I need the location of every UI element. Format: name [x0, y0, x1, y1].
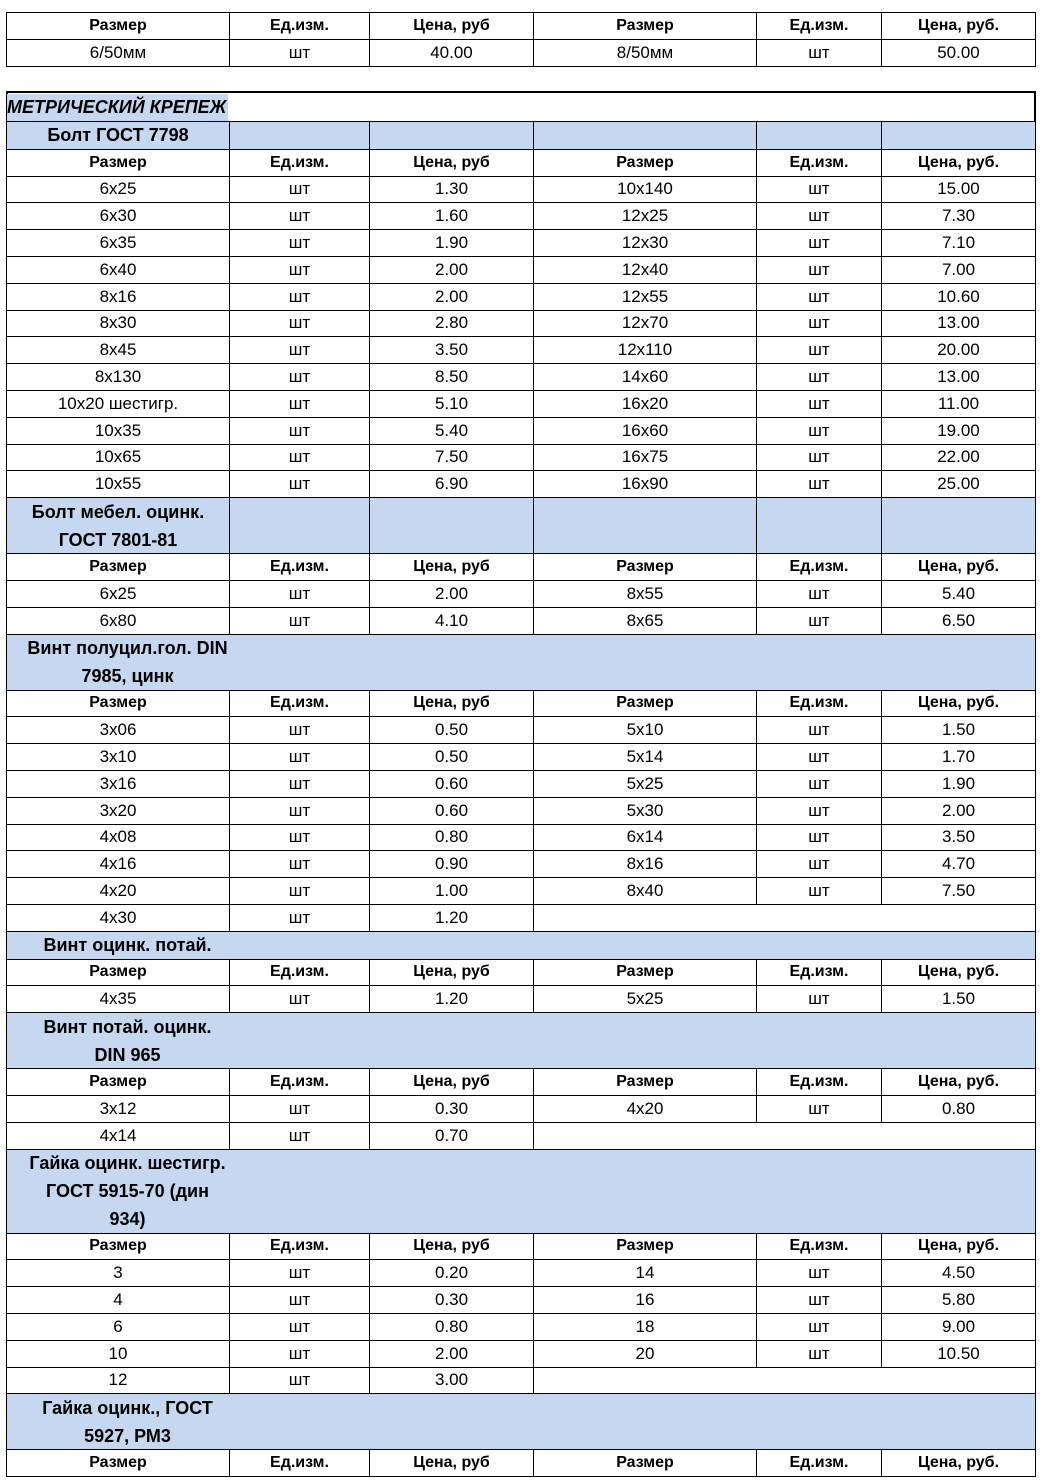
- column-header: Размер: [533, 553, 757, 581]
- table-cell: 3.50: [369, 336, 534, 364]
- table-cell: 3х06: [6, 716, 230, 744]
- table-cell: шт: [229, 743, 370, 771]
- empty-cell: [533, 904, 1036, 932]
- group-title: [6, 931, 1036, 960]
- table-cell: 1.20: [369, 904, 534, 932]
- column-header: Ед.изм.: [756, 959, 882, 987]
- table-cell: шт: [756, 770, 882, 798]
- table-cell: шт: [229, 904, 370, 932]
- table-cell: 3х16: [6, 770, 230, 798]
- column-header: Размер: [6, 553, 230, 581]
- table-cell: 5.40: [881, 580, 1036, 608]
- table-cell: шт: [229, 283, 370, 311]
- table-cell: шт: [756, 176, 882, 204]
- table-cell: шт: [756, 470, 882, 498]
- table-cell: шт: [229, 607, 370, 635]
- table-cell: шт: [756, 336, 882, 364]
- table-cell: шт: [756, 607, 882, 635]
- section-title: МЕТРИЧЕСКИЙ КРЕПЕЖ: [7, 94, 228, 121]
- table-cell: 2.00: [369, 256, 534, 284]
- table-cell: шт: [229, 850, 370, 878]
- column-header: Ед.изм.: [756, 12, 882, 40]
- table-cell: шт: [229, 1367, 370, 1395]
- group-title-text: Винт полуцил.гол. DIN 7985, цинк: [27, 638, 228, 687]
- table-cell: 16х90: [533, 470, 757, 498]
- column-header: Ед.изм.: [229, 959, 370, 987]
- table-cell: шт: [229, 1095, 370, 1123]
- table-cell: 0.30: [369, 1286, 534, 1314]
- table-cell: шт: [756, 417, 882, 445]
- table-cell: 16х20: [533, 390, 757, 418]
- table-cell: шт: [229, 716, 370, 744]
- column-header: Размер: [533, 149, 757, 177]
- table-cell: шт: [756, 797, 882, 825]
- table-cell: 6х30: [6, 202, 230, 230]
- table-cell: 4: [6, 1286, 230, 1314]
- column-header: Цена, руб.: [881, 553, 1036, 581]
- table-cell: 5.40: [369, 417, 534, 445]
- table-cell: шт: [229, 1122, 370, 1150]
- table-cell: шт: [229, 336, 370, 364]
- table-cell: 5х30: [533, 797, 757, 825]
- table-cell: 3х10: [6, 743, 230, 771]
- table-cell: 40.00: [369, 39, 534, 67]
- column-header: Ед.изм.: [229, 1449, 370, 1477]
- table-cell: 1.30: [369, 176, 534, 204]
- table-cell: шт: [756, 283, 882, 311]
- table-cell: 7.00: [881, 256, 1036, 284]
- table-cell: 8х40: [533, 877, 757, 905]
- table-cell: шт: [229, 580, 370, 608]
- table-cell: 14х60: [533, 363, 757, 391]
- table-cell: 6х25: [6, 580, 230, 608]
- table-cell: 1.00: [369, 877, 534, 905]
- table-cell: 10х35: [6, 417, 230, 445]
- table-cell: 10.50: [881, 1340, 1036, 1368]
- table-cell: 3: [6, 1259, 230, 1287]
- table-cell: 1.70: [881, 743, 1036, 771]
- group-title-cell: [369, 121, 534, 150]
- table-cell: шт: [229, 1286, 370, 1314]
- table-cell: 3х12: [6, 1095, 230, 1123]
- group-title-cell: [369, 497, 534, 554]
- column-header: Ед.изм.: [756, 553, 882, 581]
- table-cell: 8х65: [533, 607, 757, 635]
- table-cell: 9.00: [881, 1313, 1036, 1341]
- group-title: [6, 1149, 1036, 1234]
- table-cell: шт: [756, 39, 882, 67]
- table-cell: 12х40: [533, 256, 757, 284]
- table-cell: 5.10: [369, 390, 534, 418]
- table-cell: шт: [229, 985, 370, 1013]
- table-cell: 5х10: [533, 716, 757, 744]
- column-header: Цена, руб: [369, 1233, 534, 1261]
- table-cell: 10х20 шестигр.: [6, 390, 230, 418]
- table-cell: 8х30: [6, 310, 230, 338]
- table-cell: 4х14: [6, 1122, 230, 1150]
- table-cell: 50.00: [881, 39, 1036, 67]
- table-cell: шт: [756, 202, 882, 230]
- table-cell: шт: [756, 444, 882, 472]
- table-cell: шт: [756, 824, 882, 852]
- column-header: Ед.изм.: [229, 690, 370, 718]
- group-title-cell: [756, 121, 882, 150]
- column-header: Цена, руб: [369, 149, 534, 177]
- table-cell: 7.30: [881, 202, 1036, 230]
- table-cell: шт: [229, 824, 370, 852]
- table-cell: 12х110: [533, 336, 757, 364]
- table-cell: шт: [756, 877, 882, 905]
- table-cell: 10х55: [6, 470, 230, 498]
- empty-cell: [533, 1122, 1036, 1150]
- table-cell: 0.50: [369, 716, 534, 744]
- table-cell: шт: [229, 1340, 370, 1368]
- column-header: Цена, руб.: [881, 1068, 1036, 1096]
- table-cell: шт: [229, 797, 370, 825]
- table-cell: 16: [533, 1286, 757, 1314]
- group-title-cell: [881, 121, 1036, 150]
- column-header: Цена, руб.: [881, 12, 1036, 40]
- table-cell: 8.50: [369, 363, 534, 391]
- table-cell: шт: [229, 363, 370, 391]
- table-cell: 6.90: [369, 470, 534, 498]
- table-cell: 8х130: [6, 363, 230, 391]
- table-cell: шт: [756, 1286, 882, 1314]
- column-header: Размер: [6, 1449, 230, 1477]
- table-cell: 2.00: [881, 797, 1036, 825]
- column-header: Цена, руб.: [881, 1449, 1036, 1477]
- column-header: Цена, руб.: [881, 1233, 1036, 1261]
- table-cell: шт: [229, 202, 370, 230]
- column-header: Размер: [533, 959, 757, 987]
- table-cell: шт: [229, 877, 370, 905]
- table-cell: шт: [229, 417, 370, 445]
- column-header: Размер: [533, 1449, 757, 1477]
- table-cell: 5х14: [533, 743, 757, 771]
- table-cell: шт: [756, 580, 882, 608]
- table-cell: 6: [6, 1313, 230, 1341]
- column-header: Ед.изм.: [756, 1233, 882, 1261]
- table-cell: шт: [756, 850, 882, 878]
- column-header: Цена, руб: [369, 12, 534, 40]
- group-title: [6, 1012, 1036, 1069]
- table-cell: 6.50: [881, 607, 1036, 635]
- column-header: Размер: [6, 959, 230, 987]
- table-cell: шт: [756, 310, 882, 338]
- table-cell: 2.00: [369, 580, 534, 608]
- column-header: Цена, руб: [369, 553, 534, 581]
- table-cell: шт: [756, 743, 882, 771]
- column-header: Ед.изм.: [756, 1068, 882, 1096]
- table-cell: 12х55: [533, 283, 757, 311]
- table-cell: 0.60: [369, 770, 534, 798]
- table-cell: 13.00: [881, 363, 1036, 391]
- table-cell: 4.10: [369, 607, 534, 635]
- table-cell: 8х16: [533, 850, 757, 878]
- column-header: Ед.изм.: [229, 1233, 370, 1261]
- table-cell: 16х75: [533, 444, 757, 472]
- table-cell: 1.90: [881, 770, 1036, 798]
- table-cell: 16х60: [533, 417, 757, 445]
- table-cell: 14: [533, 1259, 757, 1287]
- column-header: Размер: [533, 1068, 757, 1096]
- table-cell: 10х140: [533, 176, 757, 204]
- table-cell: шт: [229, 1313, 370, 1341]
- table-cell: 20.00: [881, 336, 1036, 364]
- table-cell: 1.50: [881, 716, 1036, 744]
- column-header: Размер: [533, 690, 757, 718]
- table-cell: 11.00: [881, 390, 1036, 418]
- table-cell: 19.00: [881, 417, 1036, 445]
- group-title: Болт ГОСТ 7798: [6, 121, 230, 150]
- table-cell: 5.80: [881, 1286, 1036, 1314]
- column-header: Цена, руб.: [881, 149, 1036, 177]
- table-cell: шт: [229, 470, 370, 498]
- table-cell: 7.50: [881, 877, 1036, 905]
- table-cell: 3.50: [881, 824, 1036, 852]
- table-cell: 12х25: [533, 202, 757, 230]
- table-cell: 6х35: [6, 229, 230, 257]
- table-cell: 7.50: [369, 444, 534, 472]
- table-cell: 6х25: [6, 176, 230, 204]
- table-cell: 22.00: [881, 444, 1036, 472]
- group-title: [6, 634, 1036, 691]
- table-cell: шт: [756, 363, 882, 391]
- column-header: Цена, руб: [369, 690, 534, 718]
- table-cell: 7.10: [881, 229, 1036, 257]
- group-title: Болт мебел. оцинк. ГОСТ 7801-81: [6, 497, 230, 554]
- table-cell: 13.00: [881, 310, 1036, 338]
- table-cell: 6/50мм: [6, 39, 230, 67]
- column-header: Цена, руб.: [881, 690, 1036, 718]
- table-cell: 12х70: [533, 310, 757, 338]
- table-cell: шт: [756, 1259, 882, 1287]
- table-cell: 8/50мм: [533, 39, 757, 67]
- column-header: Размер: [6, 149, 230, 177]
- table-cell: 8х55: [533, 580, 757, 608]
- table-cell: 4х30: [6, 904, 230, 932]
- table-cell: 1.90: [369, 229, 534, 257]
- table-cell: 18: [533, 1313, 757, 1341]
- column-header: Цена, руб: [369, 1449, 534, 1477]
- table-cell: 0.20: [369, 1259, 534, 1287]
- group-title-cell: [881, 497, 1036, 554]
- table-cell: 4.50: [881, 1259, 1036, 1287]
- column-header: Ед.изм.: [756, 690, 882, 718]
- table-cell: 12: [6, 1367, 230, 1395]
- table-cell: шт: [229, 1259, 370, 1287]
- group-title-text: Гайка оцинк., ГОСТ 5927, РМ3: [42, 1397, 213, 1446]
- column-header: Цена, руб: [369, 959, 534, 987]
- table-cell: шт: [756, 256, 882, 284]
- column-header: Размер: [6, 1068, 230, 1096]
- table-cell: 4х08: [6, 824, 230, 852]
- table-cell: 0.80: [881, 1095, 1036, 1123]
- table-cell: 25.00: [881, 470, 1036, 498]
- table-cell: 3х20: [6, 797, 230, 825]
- table-cell: 10х65: [6, 444, 230, 472]
- column-header: Ед.изм.: [229, 553, 370, 581]
- table-cell: 0.30: [369, 1095, 534, 1123]
- table-cell: шт: [229, 229, 370, 257]
- table-cell: шт: [756, 1340, 882, 1368]
- column-header: Ед.изм.: [229, 12, 370, 40]
- column-header: Ед.изм.: [756, 149, 882, 177]
- column-header: Размер: [6, 690, 230, 718]
- table-cell: 2.00: [369, 283, 534, 311]
- table-cell: 2.80: [369, 310, 534, 338]
- table-cell: 4х16: [6, 850, 230, 878]
- group-title-text: Винт потай. оцинк. DIN 965: [43, 1016, 212, 1065]
- table-cell: 8х45: [6, 336, 230, 364]
- table-cell: 1.20: [369, 985, 534, 1013]
- table-cell: шт: [756, 985, 882, 1013]
- table-cell: 0.80: [369, 824, 534, 852]
- column-header: Размер: [6, 1233, 230, 1261]
- table-cell: 4.70: [881, 850, 1036, 878]
- table-cell: 10.60: [881, 283, 1036, 311]
- column-header: Ед.изм.: [229, 1068, 370, 1096]
- table-cell: 6х14: [533, 824, 757, 852]
- column-header: Цена, руб.: [881, 959, 1036, 987]
- table-cell: 4х35: [6, 985, 230, 1013]
- table-cell: 8х16: [6, 283, 230, 311]
- empty-cell: [533, 1367, 1036, 1395]
- table-cell: 20: [533, 1340, 757, 1368]
- table-cell: шт: [229, 444, 370, 472]
- table-cell: 1.60: [369, 202, 534, 230]
- column-header: Размер: [533, 12, 757, 40]
- table-cell: 0.70: [369, 1122, 534, 1150]
- table-cell: шт: [756, 390, 882, 418]
- table-cell: шт: [229, 39, 370, 67]
- table-cell: 6х80: [6, 607, 230, 635]
- table-cell: шт: [756, 229, 882, 257]
- table-cell: 0.60: [369, 797, 534, 825]
- table-cell: 2.00: [369, 1340, 534, 1368]
- table-cell: 0.50: [369, 743, 534, 771]
- column-header: Ед.изм.: [229, 149, 370, 177]
- table-cell: шт: [756, 1313, 882, 1341]
- group-title-cell: [229, 121, 370, 150]
- table-cell: 5х25: [533, 770, 757, 798]
- table-cell: 3.00: [369, 1367, 534, 1395]
- group-title-cell: [533, 121, 757, 150]
- table-cell: 4х20: [533, 1095, 757, 1123]
- table-cell: 0.90: [369, 850, 534, 878]
- table-cell: 6х40: [6, 256, 230, 284]
- column-header: Размер: [6, 12, 230, 40]
- table-cell: 5х25: [533, 985, 757, 1013]
- table-cell: шт: [229, 390, 370, 418]
- table-cell: 0.80: [369, 1313, 534, 1341]
- group-title-text: Винт оцинк. потай.: [43, 935, 212, 956]
- table-cell: шт: [229, 176, 370, 204]
- table-cell: 1.50: [881, 985, 1036, 1013]
- column-header: Размер: [533, 1233, 757, 1261]
- group-title: [6, 1393, 1036, 1450]
- group-title-cell: [533, 497, 757, 554]
- table-cell: 10: [6, 1340, 230, 1368]
- table-cell: 15.00: [881, 176, 1036, 204]
- table-cell: шт: [229, 310, 370, 338]
- table-cell: шт: [756, 1095, 882, 1123]
- table-cell: шт: [756, 716, 882, 744]
- group-title-cell: [229, 497, 370, 554]
- group-title-text: Гайка оцинк. шестигр. ГОСТ 5915-70 (дин 934): [29, 1153, 226, 1230]
- table-cell: 12х30: [533, 229, 757, 257]
- group-title-cell: [756, 497, 882, 554]
- table-cell: шт: [229, 256, 370, 284]
- column-header: Ед.изм.: [756, 1449, 882, 1477]
- table-cell: 4х20: [6, 877, 230, 905]
- table-cell: шт: [229, 770, 370, 798]
- column-header: Цена, руб: [369, 1068, 534, 1096]
